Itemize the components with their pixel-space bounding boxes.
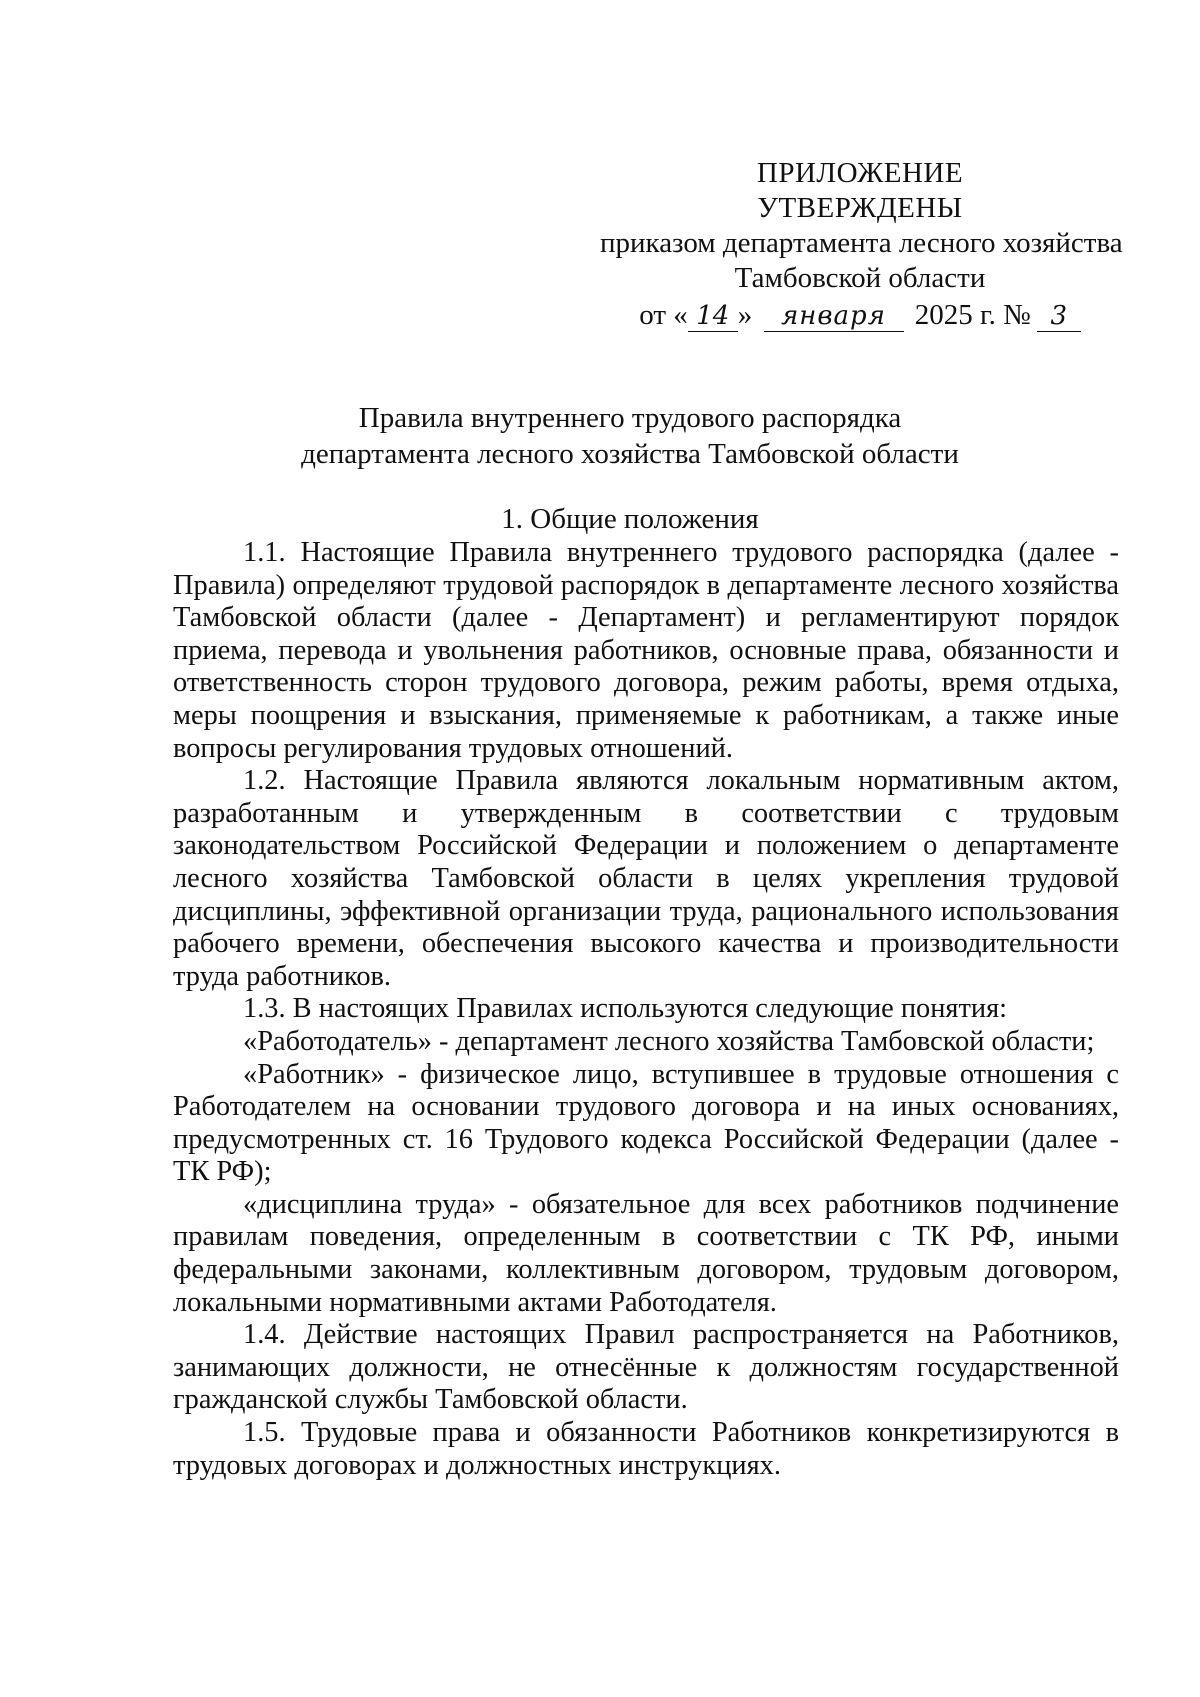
title-line-1: Правила внутреннего трудового распорядка xyxy=(358,402,902,434)
definition-employer: «Работодатель» - департамент лесного хозяйства Тамбовской области; xyxy=(243,1025,1095,1057)
paragraph-1-2: 1.2. Настоящие Правила являются локальным нормативным актом, разработанным и утвержденным в соответствии с трудовым законодательством Российской Федерации и положением о департаменте лесного хозяйства Тамбовской области в целях укрепления трудовой дисциплины, эффективной организации труда, рационального использования рабочего времени, обеспечения высокого качества и производительности труда работников. xyxy=(173,765,1119,992)
appendix-label: ПРИЛОЖЕНИЕ xyxy=(756,157,964,189)
paragraph-1-5: 1.5. Трудовые права и обязанности Работников конкретизируются в трудовых договорах и должностных инструкциях. xyxy=(173,1417,1119,1481)
section-body xyxy=(173,537,1119,1482)
order-region: Тамбовской области xyxy=(734,262,986,294)
paragraph-1-4: 1.4. Действие настоящих Правил распространяется на Работников, занимающих должности, не отнесённые к должностям государственной гражданской службы Тамбовской области. xyxy=(173,1319,1119,1416)
definition-employee: «Работник» - физическое лицо, вступившее в трудовые отношения с Работодателем на основании трудового договора и на иных основаниях, предусмотренных ст. 16 Трудового кодекса Российской Федерации (далее - ТК РФ); xyxy=(173,1058,1119,1188)
paragraph-1-3: 1.3. В настоящих Правилах используются следующие понятия: xyxy=(243,993,1008,1025)
date-prefix: от « xyxy=(639,299,688,331)
handwritten-day: 14 xyxy=(688,301,738,332)
approval-block xyxy=(600,156,1123,333)
paragraph-1-1: 1.1. Настоящие Правила внутреннего трудового распорядка (далее - Правила) определяют трудовой распорядок в департаменте лесного хозяйства Тамбовской области (далее - Департамент) и регламентируют порядок приема, перевода и увольнения работников, основные права, обязанности и ответственность сторон трудового договора, режим работы, время отдыха, меры поощрения и взыскания, применяемые к работникам, а также иные вопросы регулирования трудовых отношений. xyxy=(173,537,1119,764)
handwritten-order-number: 3 xyxy=(1037,301,1081,332)
order-issuer: приказом департамента лесного хозяйства xyxy=(600,227,1123,259)
definition-labor-discipline: «дисциплина труда» - обязательное для всех работников подчинение правилам поведения, определенным в соответствии с ТК РФ, иными федеральными законами, коллективным договором, трудовым договором, локальными нормативными актами Работодателя. xyxy=(173,1188,1119,1318)
handwritten-month: января xyxy=(764,301,904,332)
approved-label: УТВЕРЖДЕНЫ xyxy=(757,192,963,224)
document-title xyxy=(130,400,1130,472)
section-heading: 1. Общие положения xyxy=(501,503,759,535)
year-and-number-label: 2025 г. № xyxy=(914,299,1031,331)
order-date-line xyxy=(600,298,1120,333)
date-mid: » xyxy=(737,299,753,331)
title-line-2: департамента лесного хозяйства Тамбовской области xyxy=(301,438,959,470)
